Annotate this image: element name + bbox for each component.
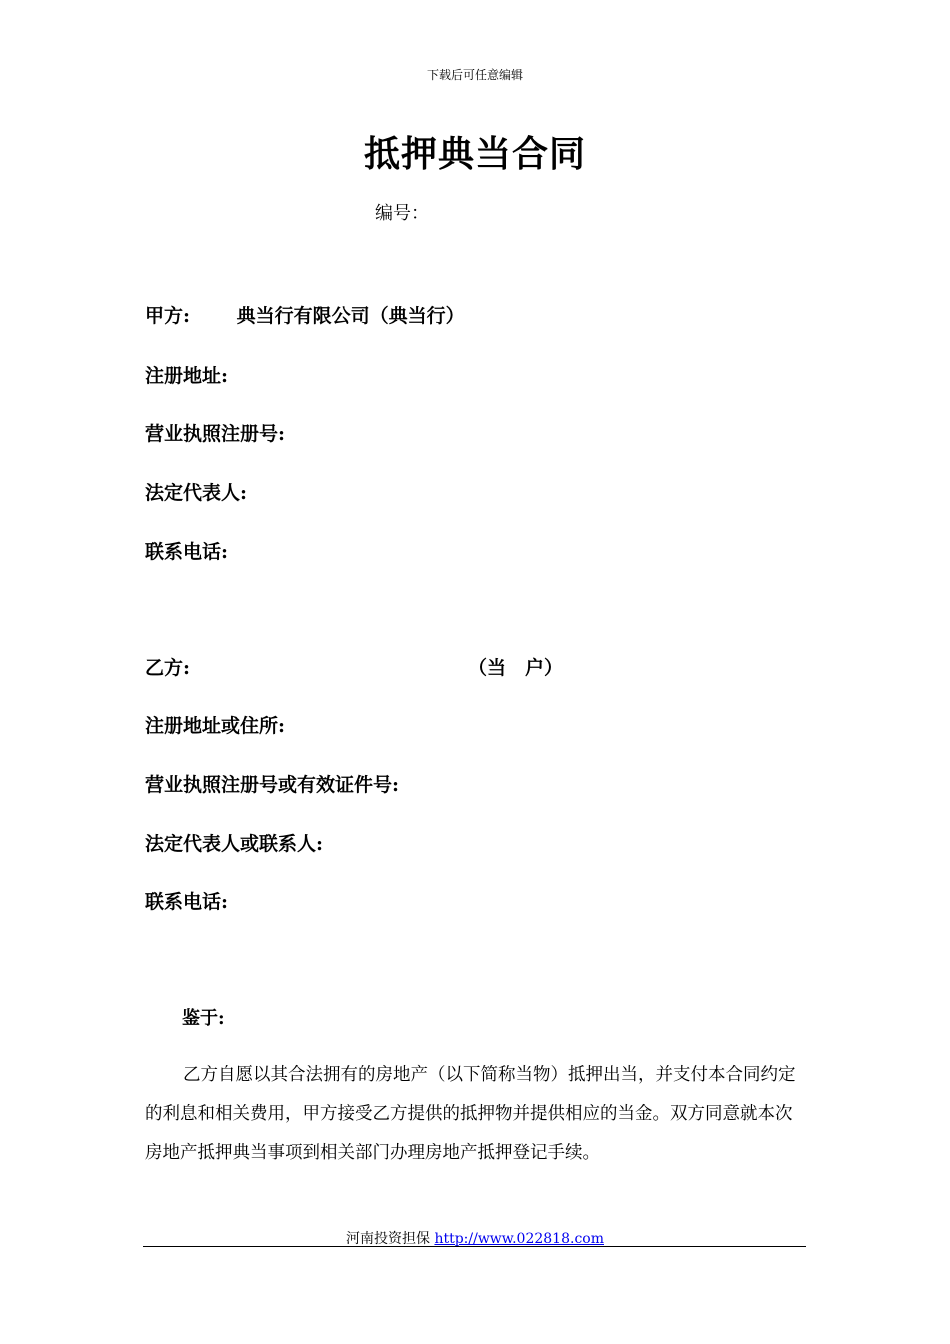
party-a-legal-rep-label: 法定代表人: xyxy=(145,482,248,504)
recital-text: 乙方自愿以其合法拥有的房地产（以下简称当物）抵押出当，并支付本合同约定的利息和相关费用，甲方接受乙方提供的抵押物并提供相应的当金。双方同意就本次房地产抵押典当事项到相关部门办理房地产抵押登记手续。 xyxy=(145,1065,796,1163)
party-b-rep-or-contact-label: 法定代表人或联系人: xyxy=(145,833,324,855)
party-b-address-label: 注册地址或住所: xyxy=(145,715,286,737)
footer-divider xyxy=(143,1246,806,1247)
header-note: 下载后可任意编辑 xyxy=(426,68,523,82)
footer-text: 河南投资担保 xyxy=(345,1231,430,1247)
page-footer xyxy=(0,1228,950,1248)
party-b-phone-label: 联系电话: xyxy=(145,891,229,913)
footer-link[interactable]: http://www.022818.com xyxy=(434,1231,604,1247)
party-b-label: 乙方: xyxy=(145,657,191,679)
party-a-business-license-label: 营业执照注册号: xyxy=(145,423,286,445)
party-a-label: 甲方: xyxy=(145,305,191,327)
party-b-license-or-id-label: 营业执照注册号或有效证件号: xyxy=(145,774,400,796)
party-b-role: （当 户） xyxy=(468,657,564,679)
party-a-line xyxy=(145,301,465,328)
party-a-phone-label: 联系电话: xyxy=(145,541,229,563)
document-title: 抵押典当合同 xyxy=(363,133,586,175)
contract-number-label: 编号： xyxy=(375,203,429,224)
whereas-label: 鉴于: xyxy=(182,1008,225,1029)
recital-paragraph xyxy=(145,1056,800,1173)
party-a-name: 典当行有限公司（典当行） xyxy=(236,305,465,327)
party-a-registered-address-label: 注册地址: xyxy=(145,365,229,387)
